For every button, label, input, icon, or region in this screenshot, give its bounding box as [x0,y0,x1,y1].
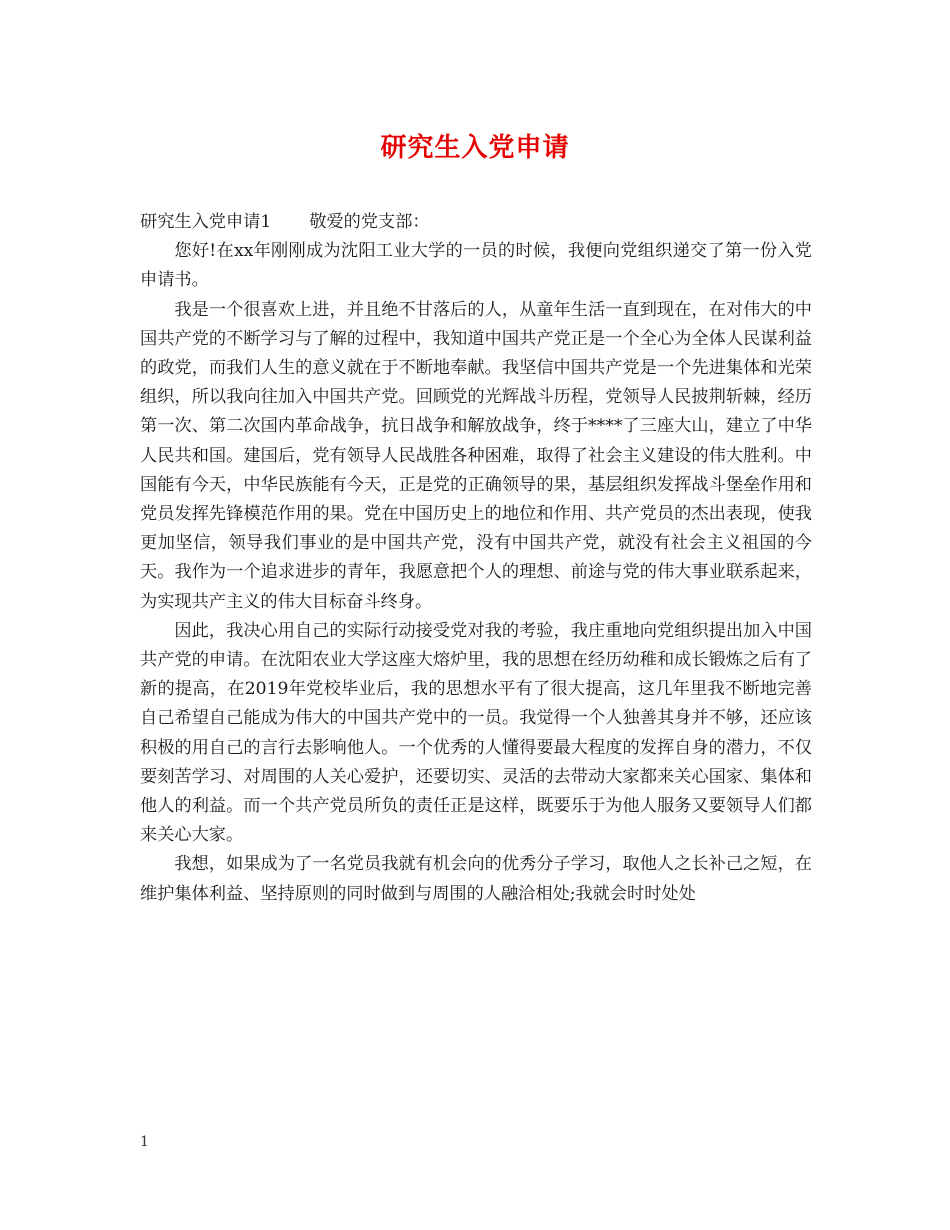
document-title: 研究生入党申请 [380,133,570,163]
heading-line [140,208,812,237]
paragraph-4: 我想，如果成为了一名党员我就有机会向的优秀分子学习，取他人之长补己之短，在维护集体利益、坚持原则的同时做到与周围的人融洽相处;我就会时时处处 [140,854,812,904]
heading-label: 研究生入党申请1 [140,212,272,232]
salutation: 敬爱的党支部： [309,212,430,232]
document-body [140,208,812,909]
page-number: 1 [140,1134,149,1150]
paragraph-3: 因此，我决心用自己的实际行动接受党对我的考验，我庄重地向党组织提出加入中国共产党的申请。在沈阳农业大学这座大熔炉里，我的思想在经历幼稚和成长锻炼之后有了新的提高，在2019年党校毕业后，我的思想水平有了很大提高，这几年里我不断地完善自己希望自己能成为伟大的中国共产党中的一员。我觉得一个人独善其身并不够，还应该积极的用自己的言行去影响他人。一个优秀的人懂得要最大程度的发挥自身的潜力，不仅要刻苦学习、对周围的人关心爱护，还要切实、灵活的去带动大家都来关心国家、集体和他人的利益。而一个共产党员所负的责任正是这样，既要乐于为他人服务又要领导人们都来关心大家。 [140,620,812,846]
paragraph-2: 我是一个很喜欢上进，并且绝不甘落后的人，从童年生活一直到现在，在对伟大的中国共产党的不断学习与了解的过程中，我知道中国共产党正是一个全心为全体人民谋利益的政党，而我们人生的意义就在于不断地奉献。我坚信中国共产党是一个先进集体和光荣组织，所以我向往加入中国共产党。回顾党的光辉战斗历程，党领导人民披荆斩棘，经历第一次、第二次国内革命战争，抗日战争和解放战争，终于****了三座大山，建立了中华人民共和国。建国后，党有领导人民战胜各种困难，取得了社会主义建设的伟大胜利。中国能有今天，中华民族能有今天，正是党的正确领导的果，基层组织发挥战斗堡垒作用和党员发挥先锋模范作用的果。党在中国历史上的地位和作用、共产党员的杰出表现，使我更加坚信，领导我们事业的是中国共产党，没有中国共产党，就没有社会主义祖国的今天。我作为一个追求进步的青年，我愿意把个人的理想、前途与党的伟大事业联系起来，为实现共产主义的伟大目标奋斗终身。 [140,299,812,612]
paragraph-1: 您好!在xx年刚刚成为沈阳工业大学的一员的时候，我便向党组织递交了第一份入党申请书。 [140,241,812,291]
